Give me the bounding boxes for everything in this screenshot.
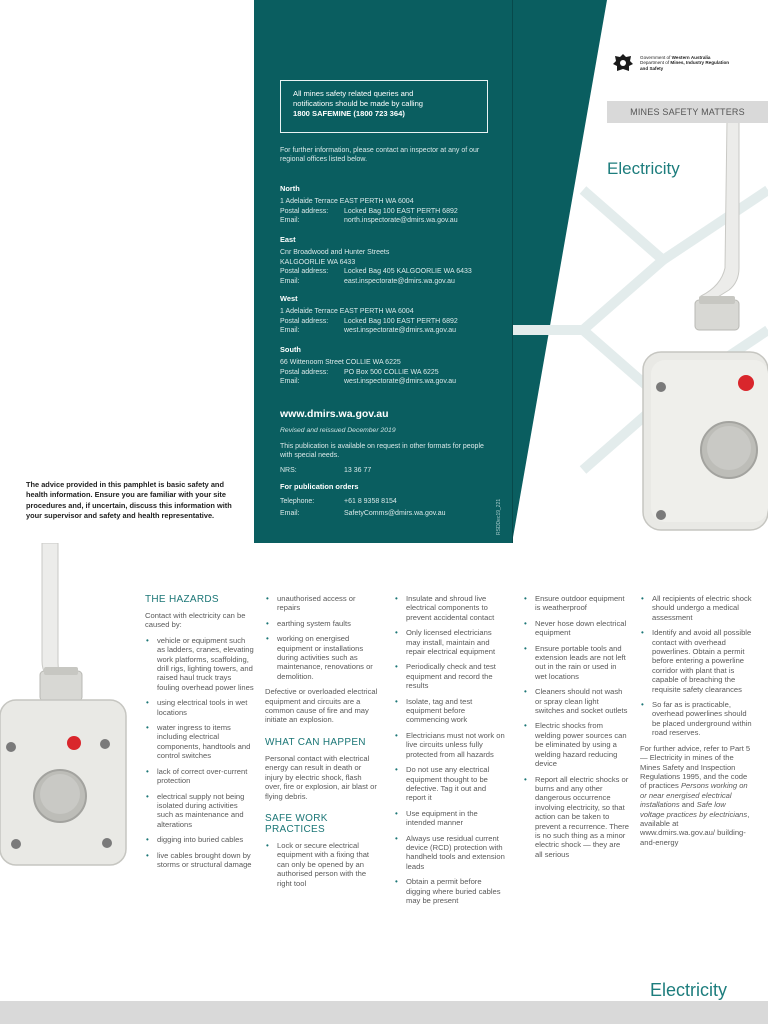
list-item: • Insulate and shroud live electrical components to prevent accidental contact xyxy=(394,594,508,622)
screw-icon xyxy=(102,838,112,848)
list-item: • using electrical tools in wet locations xyxy=(145,698,255,717)
nrs-label: NRS: xyxy=(280,467,297,474)
cable xyxy=(42,543,66,683)
list-item: • unauthorised access or repairs xyxy=(265,594,379,613)
office-address: Cnr Broadwood and Hunter Streets xyxy=(280,249,390,257)
office-email-row xyxy=(280,377,495,386)
office-name: North xyxy=(280,184,300,193)
cable-gland xyxy=(695,300,739,330)
office-postal-row xyxy=(280,207,495,216)
postal-label: Postal address: xyxy=(280,207,329,215)
list-item: • Ensure portable tools and extension leads are not left out in the rain or used in wet locations xyxy=(523,644,629,682)
list-item: • Identify and avoid all possible contact with overhead powerlines. Obtain a permit before entering a powerline corridor with plant that is capable of breaching the requisite safety clearances xyxy=(640,628,752,694)
postal-label: Postal address: xyxy=(280,368,329,376)
office-postal-row xyxy=(280,267,495,276)
orders-contacts xyxy=(280,497,495,519)
list-item: • Ensure outdoor equipment is weatherproof xyxy=(523,594,629,613)
postal-label: Postal address: xyxy=(280,317,329,325)
office-address-line2: KALGOORLIE WA 6433 xyxy=(280,258,356,266)
screw-icon xyxy=(656,382,666,392)
hazards-intro: Contact with electricity can be caused by: xyxy=(145,611,246,630)
office-address: 1 Adelaide Terrace EAST PERTH WA 6004 xyxy=(280,198,414,206)
list-item: • water ingress to items including electrical components, handtools and control switches xyxy=(145,723,255,761)
disclaimer-text: The advice provided in this pamphlet is basic safety and health information. Ensure you are familiar with your site procedures and, if uncertain, discuss this information with your supervisor and safety and health representative. xyxy=(26,480,232,521)
email-label: Email: xyxy=(280,327,300,335)
office-email-link[interactable]: west.inspectorate@dmirs.wa.gov.au xyxy=(344,378,457,386)
telephone-value: +61 8 9358 8154 xyxy=(344,498,397,505)
office-email-row xyxy=(280,216,495,225)
office-email-row xyxy=(280,277,495,286)
screw-icon xyxy=(6,742,16,752)
email-label: Email: xyxy=(280,378,300,386)
list-item: • electrical supply not being isolated during activities such as maintenance and alterations xyxy=(145,792,255,830)
safemine-phone: 1800 SAFEMINE (1800 723 364) xyxy=(293,109,405,118)
contact-panel xyxy=(254,0,512,543)
gov-line-bold: and Safety xyxy=(640,65,664,71)
office-postal: Locked Bag 405 KALGOORLIE WA 6433 xyxy=(344,268,472,276)
office-postal-row xyxy=(280,368,495,377)
energy-website-link[interactable]: www.dmirs.wa.gov.au/ building-and-energy xyxy=(640,828,746,847)
hazards-list xyxy=(145,636,255,870)
list-item: • Always use residual current device (RCD) protection with handheld tools and extension leads xyxy=(394,834,508,872)
revised-date: Revised and reissued December 2019 xyxy=(280,427,396,434)
list-item: • Periodically check and test equipment and record the results xyxy=(394,662,508,690)
list-item: • Obtain a permit before digging where buried cables may be present xyxy=(394,877,508,905)
orders-email-link[interactable]: SafetyComms@dmirs.wa.gov.au xyxy=(344,510,446,518)
postal-label: Postal address: xyxy=(280,268,329,276)
list-item: • Electric shocks from welding power sources can be eliminated by using a welding hazard reducing device xyxy=(523,721,629,768)
indicator-light-icon xyxy=(67,736,81,750)
office-name: South xyxy=(280,345,301,354)
cover-title: Electricity xyxy=(607,159,680,178)
what-can-happen-text: Personal contact with electrical energy can result in death or injury by electric shock, flash over, fire or explosion, air blast or flying debris. xyxy=(265,753,377,801)
orders-heading: For publication orders xyxy=(280,482,359,491)
office-east xyxy=(280,235,495,286)
list-item: • All recipients of electric shock should undergo a medical assessment xyxy=(640,594,752,622)
email-label: Email: xyxy=(280,277,300,285)
list-item: • So far as is practicable, overhead powerlines should be placed underground within road reserves. xyxy=(640,700,752,738)
list-item: • Report all electric shocks or burns and any other dangerous occurrence involving electricity, so that action can be taken to prevent a recurrence. There is no such thing as a minor electric shock — they are all serious xyxy=(523,775,629,860)
screw-icon xyxy=(656,510,666,520)
hazards-heading: THE HAZARDS xyxy=(145,594,219,605)
defective-text: Defective or overloaded electrical equipment and circuits are a common cause of fire and may initiate an explosion. xyxy=(265,687,378,725)
availability-text: This publication is available on request in other formats for people with special needs. xyxy=(280,443,484,460)
code-of-practice-title: Persons working on or near energised electrical installations xyxy=(640,781,748,810)
list-item: • Never hose down electrical equipment xyxy=(523,619,629,638)
screw-icon xyxy=(11,839,21,849)
list-item: • Only licensed electricians may install, maintain and repair electrical equipment xyxy=(394,628,508,656)
cable-gland-nut xyxy=(699,296,735,304)
safemine-callout xyxy=(280,80,488,133)
list-item: • live cables brought down by storms or structural damage xyxy=(145,851,255,870)
office-address: 1 Adelaide Terrace EAST PERTH WA 6004 xyxy=(280,308,414,316)
heading-line: PRACTICES xyxy=(265,823,325,835)
back-panel xyxy=(0,0,254,543)
office-postal: PO Box 500 COLLIE WA 6225 xyxy=(344,368,439,376)
safe-work-list xyxy=(265,841,379,888)
list-item: • Electricians must not work on live circuits unless fully protected from all hazards xyxy=(394,731,508,759)
text-run: , available at xyxy=(640,809,750,828)
office-email-link[interactable]: east.inspectorate@dmirs.wa.gov.au xyxy=(344,277,455,285)
series-banner: MINES SAFETY MATTERS xyxy=(607,101,768,123)
safe-work-column-2 xyxy=(394,594,508,911)
telephone-label: Telephone: xyxy=(280,498,315,505)
nrs-row xyxy=(280,466,495,475)
office-postal: Locked Bag 100 EAST PERTH 6892 xyxy=(344,317,458,325)
cable xyxy=(701,120,739,308)
gov-line: Government of xyxy=(640,54,672,60)
office-west xyxy=(280,294,495,336)
cable-gland xyxy=(40,671,82,701)
push-button-face xyxy=(40,774,80,814)
further-advice-text xyxy=(640,744,752,847)
safe-work-list xyxy=(640,594,752,738)
list-item: • Cleaners should not wash or spray clean light switches and socket outlets xyxy=(523,687,629,715)
gov-line-bold: Mines, Industry Regulation xyxy=(670,60,730,66)
office-email-row xyxy=(280,326,495,335)
list-item: • working on energised equipment or installations during activities such as maintenance, renovations or demolition. xyxy=(265,634,379,681)
list-item: • Isolate, tag and test equipment before commencing work xyxy=(394,697,508,725)
office-name: West xyxy=(280,294,298,303)
gov-line-bold: Western Australia xyxy=(671,54,711,60)
website-link[interactable]: www.dmirs.wa.gov.au xyxy=(280,408,389,420)
office-name: East xyxy=(280,235,296,244)
safe-work-column-4 xyxy=(640,594,752,853)
office-address: 66 Wittenoom Street COLLIE WA 6225 xyxy=(280,359,401,367)
office-postal: Locked Bag 100 EAST PERTH 6892 xyxy=(344,207,458,215)
safe-work-list xyxy=(523,594,629,859)
safe-work-heading xyxy=(265,813,379,835)
document-code: RSDDec19_221 xyxy=(496,498,502,535)
switch-illustration xyxy=(0,543,135,873)
list-item: • digging into buried cables xyxy=(145,835,255,844)
cover-illustration xyxy=(513,0,768,543)
list-item: • Lock or secure electrical equipment with a fixing that can only be opened by an authorised person with the right tool xyxy=(265,841,379,888)
office-postal-row xyxy=(280,317,495,326)
hazards-continued-column xyxy=(265,594,379,894)
cable-gland-nut xyxy=(44,667,78,675)
footer-bar xyxy=(0,1001,768,1024)
government-text xyxy=(640,55,768,71)
list-item: • Use equipment in the intended manner xyxy=(394,809,508,828)
email-label: Email: xyxy=(280,510,300,518)
list-item: • vehicle or equipment such as ladders, cranes, elevating work platforms, scaffolding, drill rigs, lighting towers, and raised haul truck trays fouling overhead power lines xyxy=(145,636,255,692)
footer-title: Electricity xyxy=(650,980,728,1000)
office-email-link[interactable]: west.inspectorate@dmirs.wa.gov.au xyxy=(344,327,457,335)
safe-work-column-3 xyxy=(523,594,629,865)
hazards-list-continued xyxy=(265,594,379,681)
gov-line: Department of xyxy=(640,60,671,66)
email-label: Email: xyxy=(280,217,300,225)
wa-crest-icon xyxy=(612,52,634,74)
code-of-practice-title: Safe low voltage practices by electricians xyxy=(640,800,748,819)
callout-line: All mines safety related queries and xyxy=(293,89,414,98)
list-item: • earthing system faults xyxy=(265,619,379,628)
nrs-value: 13 36 77 xyxy=(344,467,372,474)
further-info-text: For further information, please contact an inspector at any of our regional offices listed below. xyxy=(280,147,480,164)
text-run: and xyxy=(679,800,697,810)
heading-line: SAFE WORK xyxy=(265,812,328,824)
what-can-happen-heading: WHAT CAN HAPPEN xyxy=(265,736,366,748)
push-button-face xyxy=(707,426,751,470)
office-south xyxy=(280,345,495,387)
office-north xyxy=(280,184,495,226)
cover-panel xyxy=(513,0,768,543)
indicator-light-icon xyxy=(738,375,754,391)
government-logo xyxy=(612,52,768,74)
screw-icon xyxy=(100,739,110,749)
text-run: For further advice, refer to Part 5 — Electricity in mines of the Mines Safety and Inspection Regulations 1995, and the code of practices xyxy=(640,743,751,791)
callout-line: notifications should be made by calling xyxy=(293,99,424,108)
office-email-link[interactable]: north.inspectorate@dmirs.wa.gov.au xyxy=(344,217,458,225)
list-item: • lack of correct over-current protection xyxy=(145,767,255,786)
safe-work-list xyxy=(394,594,508,905)
list-item: • Do not use any electrical equipment thought to be defective. Tag it out and report it xyxy=(394,765,508,803)
hazards-column xyxy=(145,594,255,875)
